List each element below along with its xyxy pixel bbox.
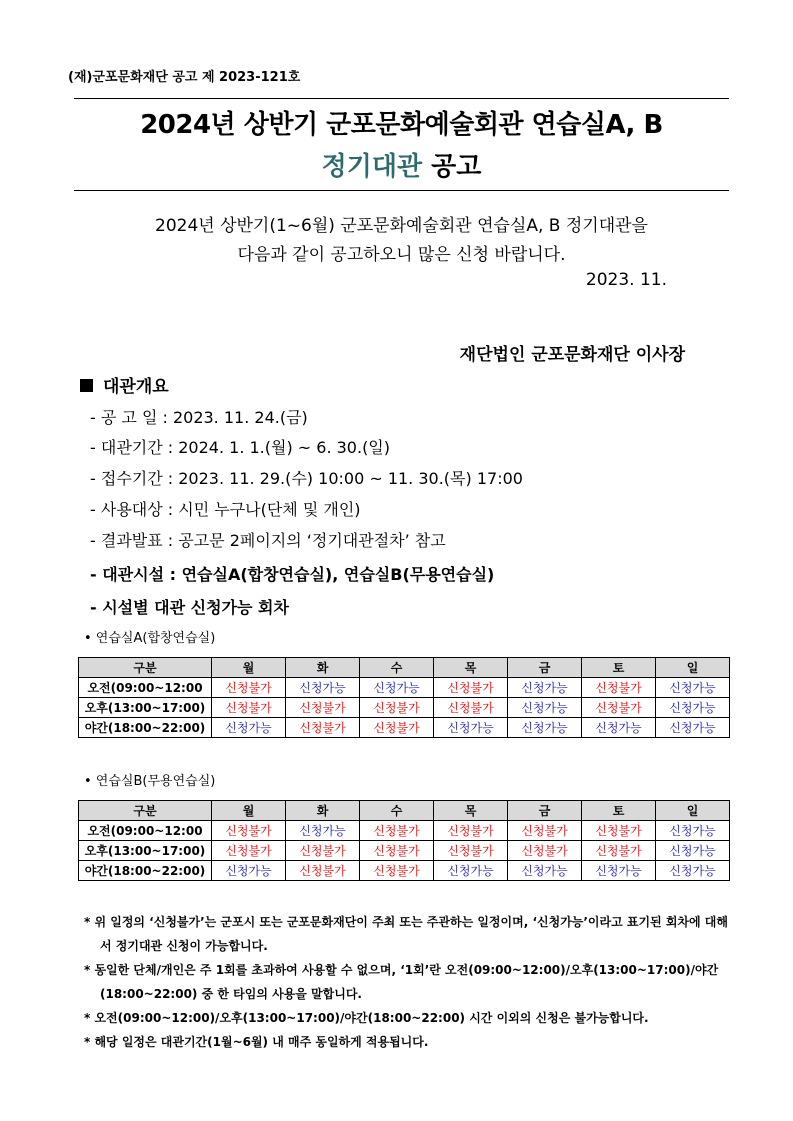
column-header: 목 bbox=[434, 658, 508, 678]
availability-cell: 신청가능 bbox=[656, 861, 730, 881]
availability-cell: 신청가능 bbox=[508, 678, 582, 698]
availability-cell: 신청불가 bbox=[286, 861, 360, 881]
square-bullet-icon bbox=[80, 379, 93, 392]
availability-cell: 신청가능 bbox=[582, 718, 656, 738]
availability-cell: 신청가능 bbox=[508, 718, 582, 738]
time-slot-label: 야간(18:00~22:00) bbox=[79, 718, 212, 738]
availability-cell: 신청불가 bbox=[434, 698, 508, 718]
table-row bbox=[79, 821, 730, 841]
availability-cell: 신청가능 bbox=[286, 678, 360, 698]
column-header: 수 bbox=[360, 801, 434, 821]
availability-cell: 신청불가 bbox=[508, 841, 582, 861]
column-header: 월 bbox=[212, 801, 286, 821]
time-slot-label: 오후(13:00~17:00) bbox=[79, 841, 212, 861]
notes-list bbox=[84, 910, 734, 1054]
availability-cell: 신청불가 bbox=[212, 821, 286, 841]
availability-cell: 신청불가 bbox=[360, 821, 434, 841]
column-header: 금 bbox=[508, 658, 582, 678]
availability-cell: 신청불가 bbox=[434, 821, 508, 841]
page-title-line2 bbox=[74, 146, 729, 183]
table-row bbox=[79, 841, 730, 861]
table-row bbox=[79, 861, 730, 881]
column-header: 금 bbox=[508, 801, 582, 821]
availability-cell: 신청불가 bbox=[582, 678, 656, 698]
time-slot-label: 야간(18:00~22:00) bbox=[79, 861, 212, 881]
availability-cell: 신청가능 bbox=[656, 821, 730, 841]
availability-cell: 신청불가 bbox=[212, 678, 286, 698]
availability-cell: 신청가능 bbox=[286, 821, 360, 841]
overview-item: - 대관기간 : 2024. 1. 1.(월) ~ 6. 30.(일) bbox=[90, 438, 391, 457]
time-slot-label: 오전(09:00~12:00 bbox=[79, 821, 212, 841]
notice-date: 2023. 11. bbox=[585, 270, 667, 290]
table-header-row bbox=[79, 658, 730, 678]
availability-cell: 신청가능 bbox=[508, 698, 582, 718]
page-title: 2024년 상반기 군포문화예술회관 연습실A, B bbox=[140, 110, 663, 140]
time-slot-label: 오전(09:00~12:00 bbox=[79, 678, 212, 698]
column-header: 화 bbox=[286, 801, 360, 821]
table-caption: • 연습실A(합창연습실) bbox=[84, 631, 216, 646]
availability-cell: 신청가능 bbox=[508, 861, 582, 881]
table-caption: • 연습실B(무용연습실) bbox=[84, 774, 216, 789]
schedule-table bbox=[78, 800, 730, 881]
table-header-row bbox=[79, 801, 730, 821]
availability-cell: 신청가능 bbox=[434, 861, 508, 881]
availability-cell: 신청불가 bbox=[360, 841, 434, 861]
availability-cell: 신청가능 bbox=[434, 718, 508, 738]
availability-cell: 신청불가 bbox=[508, 821, 582, 841]
note-item: * 오전(09:00~12:00)/오후(13:00~17:00)/야간(18:00~22:00) 시간 이외의 신청은 불가능합니다. bbox=[84, 1011, 649, 1025]
availability-cell: 신청불가 bbox=[360, 698, 434, 718]
column-header: 일 bbox=[656, 801, 730, 821]
note-item: * 동일한 단체/개인은 주 1회를 초과하여 사용할 수 없으며, ‘1회’란 오전(09:00~12:00)/오후(13:00~17:00)/야간(18:00~22:00) 중 한 타임의 사용을 말합니다. bbox=[84, 963, 719, 1001]
title-accent: 정기대관 bbox=[321, 152, 423, 182]
availability-cell: 신청불가 bbox=[434, 841, 508, 861]
note-item: * 해당 일정은 대관기간(1월~6월) 내 매주 동일하게 적용됩니다. bbox=[84, 1035, 429, 1049]
availability-cell: 신청가능 bbox=[656, 678, 730, 698]
column-header: 일 bbox=[656, 658, 730, 678]
overview-item: - 사용대상 : 시민 누구나(단체 및 개인) bbox=[90, 500, 361, 519]
availability-cell: 신청불가 bbox=[286, 718, 360, 738]
note-item: * 위 일정의 ‘신청불가’는 군포시 또는 군포문화재단이 주최 또는 주관하는 일정이며, ‘신청가능’이라고 표기된 회차에 대해서 정기대관 신청이 가능합니다. bbox=[84, 915, 728, 953]
availability-cell: 신청불가 bbox=[212, 698, 286, 718]
column-header: 토 bbox=[582, 658, 656, 678]
availability-cell: 신청불가 bbox=[286, 841, 360, 861]
availability-cell: 신청불가 bbox=[360, 861, 434, 881]
availability-cell: 신청불가 bbox=[360, 718, 434, 738]
column-header: 화 bbox=[286, 658, 360, 678]
time-slot-label: 오후(13:00~17:00) bbox=[79, 698, 212, 718]
availability-cell: 신청불가 bbox=[434, 678, 508, 698]
intro-line-2: 다음과 같이 공고하오니 많은 신청 바랍니다. bbox=[237, 245, 566, 265]
availability-cell: 신청불가 bbox=[582, 698, 656, 718]
table-row bbox=[79, 678, 730, 698]
table-row bbox=[79, 718, 730, 738]
column-header: 목 bbox=[434, 801, 508, 821]
availability-cell: 신청가능 bbox=[212, 718, 286, 738]
title-rest: 공고 bbox=[431, 152, 482, 182]
issuer: 재단법인 군포문화재단 이사장 bbox=[459, 345, 685, 365]
section-heading bbox=[80, 372, 169, 397]
availability-cell: 신청가능 bbox=[656, 718, 730, 738]
section-title: 대관개요 bbox=[103, 377, 169, 397]
notice-number: (재)군포문화재단 공고 제 2023-121호 bbox=[68, 70, 301, 85]
title-divider bbox=[74, 190, 729, 191]
availability-cell: 신청가능 bbox=[360, 678, 434, 698]
column-header: 구분 bbox=[79, 658, 212, 678]
availability-cell: 신청가능 bbox=[656, 841, 730, 861]
intro-line-1: 2024년 상반기(1~6월) 군포문화예술회관 연습실A, B 정기대관을 bbox=[155, 216, 648, 236]
column-header: 구분 bbox=[79, 801, 212, 821]
availability-cell: 신청불가 bbox=[212, 841, 286, 861]
table-row bbox=[79, 698, 730, 718]
availability-cell: 신청가능 bbox=[582, 861, 656, 881]
schedule-table bbox=[78, 657, 730, 738]
availability-cell: 신청불가 bbox=[582, 821, 656, 841]
overview-item: - 결과발표 : 공고문 2페이지의 ‘정기대관절차’ 참고 bbox=[90, 531, 446, 550]
overview-item: - 대관시설 : 연습실A(합창연습실), 연습실B(무용연습실) bbox=[90, 565, 495, 584]
overview-item: - 접수기간 : 2023. 11. 29.(수) 10:00 ~ 11. 30.(목) 17:00 bbox=[90, 469, 523, 488]
availability-cell: 신청불가 bbox=[286, 698, 360, 718]
column-header: 월 bbox=[212, 658, 286, 678]
overview-item: - 공 고 일 : 2023. 11. 24.(금) bbox=[90, 408, 308, 427]
availability-cell: 신청불가 bbox=[582, 841, 656, 861]
availability-cell: 신청가능 bbox=[212, 861, 286, 881]
column-header: 수 bbox=[360, 658, 434, 678]
overview-item: - 시설별 대관 신청가능 회차 bbox=[90, 598, 289, 617]
top-divider bbox=[74, 98, 729, 99]
column-header: 토 bbox=[582, 801, 656, 821]
availability-cell: 신청가능 bbox=[656, 698, 730, 718]
